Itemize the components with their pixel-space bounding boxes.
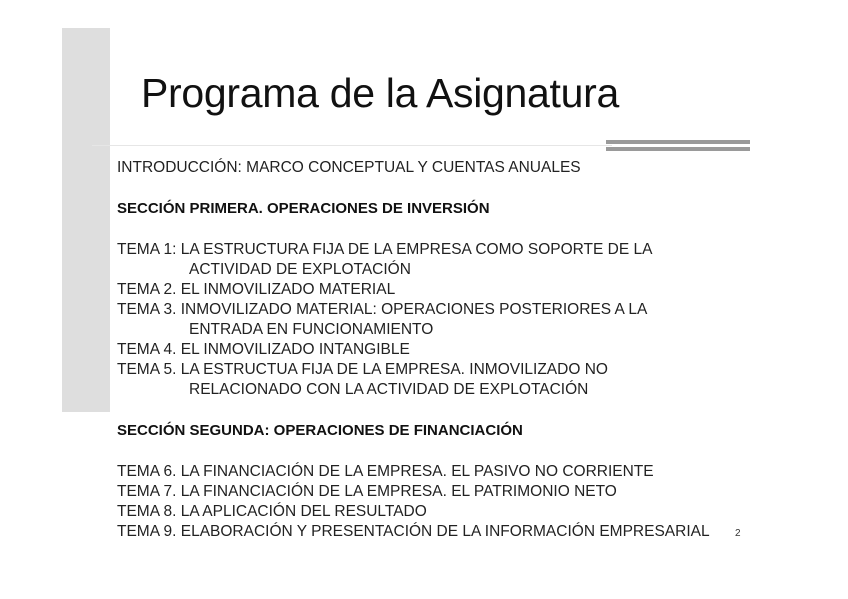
- tema-3-line-2: ENTRADA EN FUNCIONAMIENTO: [189, 321, 434, 338]
- intro-line: INTRODUCCIÓN: MARCO CONCEPTUAL Y CUENTAS ANUALES: [117, 159, 581, 176]
- tema-3-line-1: TEMA 3. INMOVILIZADO MATERIAL: OPERACIONES POSTERIORES A LA: [117, 301, 648, 318]
- decorative-line-top: [606, 140, 750, 144]
- tema-2: TEMA 2. EL INMOVILIZADO MATERIAL: [117, 281, 396, 298]
- tema-4: TEMA 4. EL INMOVILIZADO INTANGIBLE: [117, 341, 410, 358]
- syllabus-content: [117, 158, 817, 542]
- decorative-lines: [606, 140, 750, 154]
- page-number: 2: [735, 528, 741, 539]
- tema-5-line-2: RELACIONADO CON LA ACTIVIDAD DE EXPLOTACIÓN: [189, 381, 589, 398]
- section-heading-first: SECCIÓN PRIMERA. OPERACIONES DE INVERSIÓN: [117, 200, 490, 217]
- spacer: [117, 178, 817, 199]
- tema-1-line-2: ACTIVIDAD DE EXPLOTACIÓN: [189, 261, 411, 278]
- tema-9: TEMA 9. ELABORACIÓN Y PRESENTACIÓN DE LA INFORMACIÓN EMPRESARIAL: [117, 523, 710, 540]
- spacer: [117, 219, 817, 240]
- section-heading-second: SECCIÓN SEGUNDA: OPERACIONES DE FINANCIACIÓN: [117, 422, 523, 439]
- tema-1-line-1: TEMA 1: LA ESTRUCTURA FIJA DE LA EMPRESA COMO SOPORTE DE LA: [117, 241, 653, 258]
- tema-8: TEMA 8. LA APLICACIÓN DEL RESULTADO: [117, 503, 427, 520]
- title-divider: [92, 145, 612, 146]
- slide-title: Programa de la Asignatura: [141, 70, 619, 116]
- tema-7: TEMA 7. LA FINANCIACIÓN DE LA EMPRESA. EL PATRIMONIO NETO: [117, 483, 617, 500]
- spacer: [117, 441, 817, 462]
- left-accent-bar: [62, 28, 110, 412]
- spacer: [117, 400, 817, 421]
- tema-5-line-1: TEMA 5. LA ESTRUCTUA FIJA DE LA EMPRESA. INMOVILIZADO NO: [117, 361, 608, 378]
- decorative-line-bottom: [606, 147, 750, 151]
- tema-6: TEMA 6. LA FINANCIACIÓN DE LA EMPRESA. EL PASIVO NO CORRIENTE: [117, 463, 654, 480]
